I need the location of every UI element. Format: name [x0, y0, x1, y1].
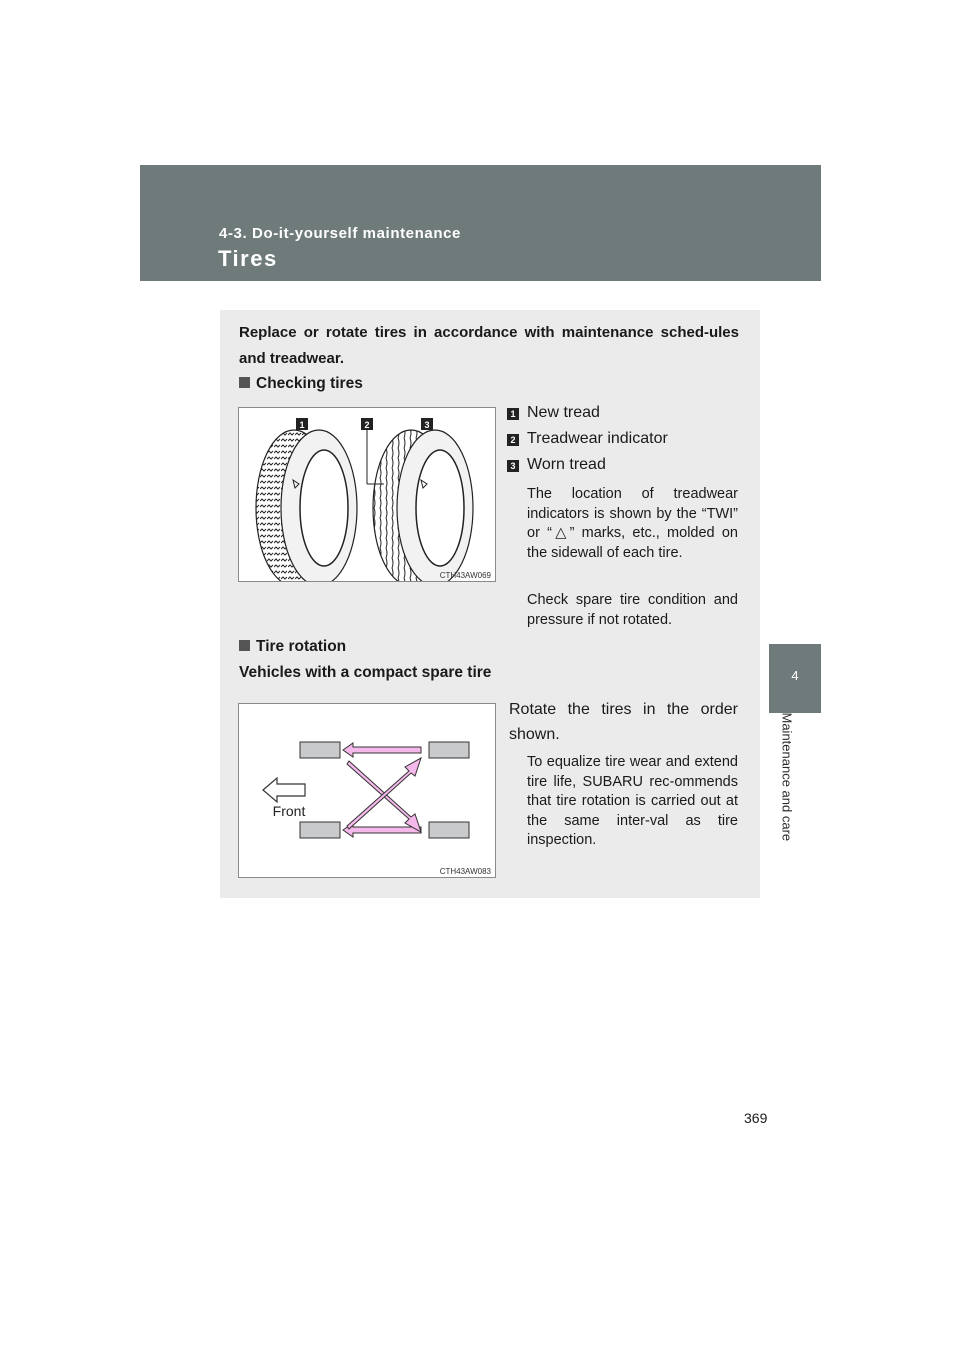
legend-label-2: Treadwear indicator [527, 430, 668, 447]
square-bullet-icon [239, 377, 250, 388]
legend-label-3: Worn tread [527, 456, 606, 473]
chapter-side-label-text: Maintenance and care [779, 712, 795, 842]
rotation-diagram [239, 704, 495, 877]
rotation-subheading: Vehicles with a compact spare tire [239, 664, 492, 681]
front-right-tire-icon [300, 822, 340, 838]
callout-1-badge: 1 [507, 408, 519, 420]
top-rotation-arrow-icon [343, 743, 421, 757]
tire-rotation-figure [238, 703, 496, 878]
callout-3-badge: 3 [507, 460, 519, 472]
svg-text:3: 3 [424, 420, 430, 430]
checking-heading [239, 375, 363, 393]
front-left-tire-icon [300, 742, 340, 758]
spare-tire-note: Check spare tire condition and pressure if not rotated. [527, 592, 738, 628]
legend-label-1: New tread [527, 404, 600, 421]
intro-text: Replace or rotate tires in accordance with maintenance sched-ules and treadwear. [239, 324, 739, 367]
chapter-tab-number: 4 [791, 668, 799, 683]
legend-item-3 [507, 456, 606, 474]
front-label: Front [272, 803, 306, 819]
tire-tread-illustration [239, 408, 495, 581]
figure-code: CTH43AW083 [439, 867, 491, 876]
chapter-side-label [772, 712, 795, 870]
rotation-note: To equalize tire wear and extend tire life, SUBARU rec-ommends that tire rotation is carried out at the same inter-val as tire inspection. [527, 754, 738, 848]
rotation-instruction: Rotate the tires in the order shown. [509, 701, 738, 743]
cross-rotation-arrow-icon [347, 758, 421, 832]
tire-tread-figure [238, 407, 496, 582]
front-arrow-icon [263, 778, 305, 802]
page-number: 369 [744, 1110, 768, 1126]
figure-code: CTH43AW069 [439, 571, 491, 580]
callout-2-badge: 2 [507, 434, 519, 446]
rear-right-tire-icon [429, 822, 469, 838]
svg-text:2: 2 [364, 420, 370, 430]
worn-tire-icon [373, 430, 473, 581]
rotation-heading-text: Tire rotation [256, 638, 347, 655]
rotation-heading [239, 638, 346, 656]
treadwear-note: The location of treadwear indicators is shown by the “TWI” or “△” marks, etc., molded on the sidewall of each tire. [527, 486, 738, 561]
svg-text:1: 1 [299, 420, 305, 430]
new-tire-icon [256, 430, 357, 581]
legend-item-2 [507, 430, 668, 448]
legend-item-1 [507, 404, 600, 422]
section-title: 4-3. Do-it-yourself maintenance [219, 225, 461, 242]
square-bullet-icon [239, 640, 250, 651]
page-title: Tires [218, 246, 278, 271]
checking-heading-text: Checking tires [256, 375, 363, 392]
rear-left-tire-icon [429, 742, 469, 758]
